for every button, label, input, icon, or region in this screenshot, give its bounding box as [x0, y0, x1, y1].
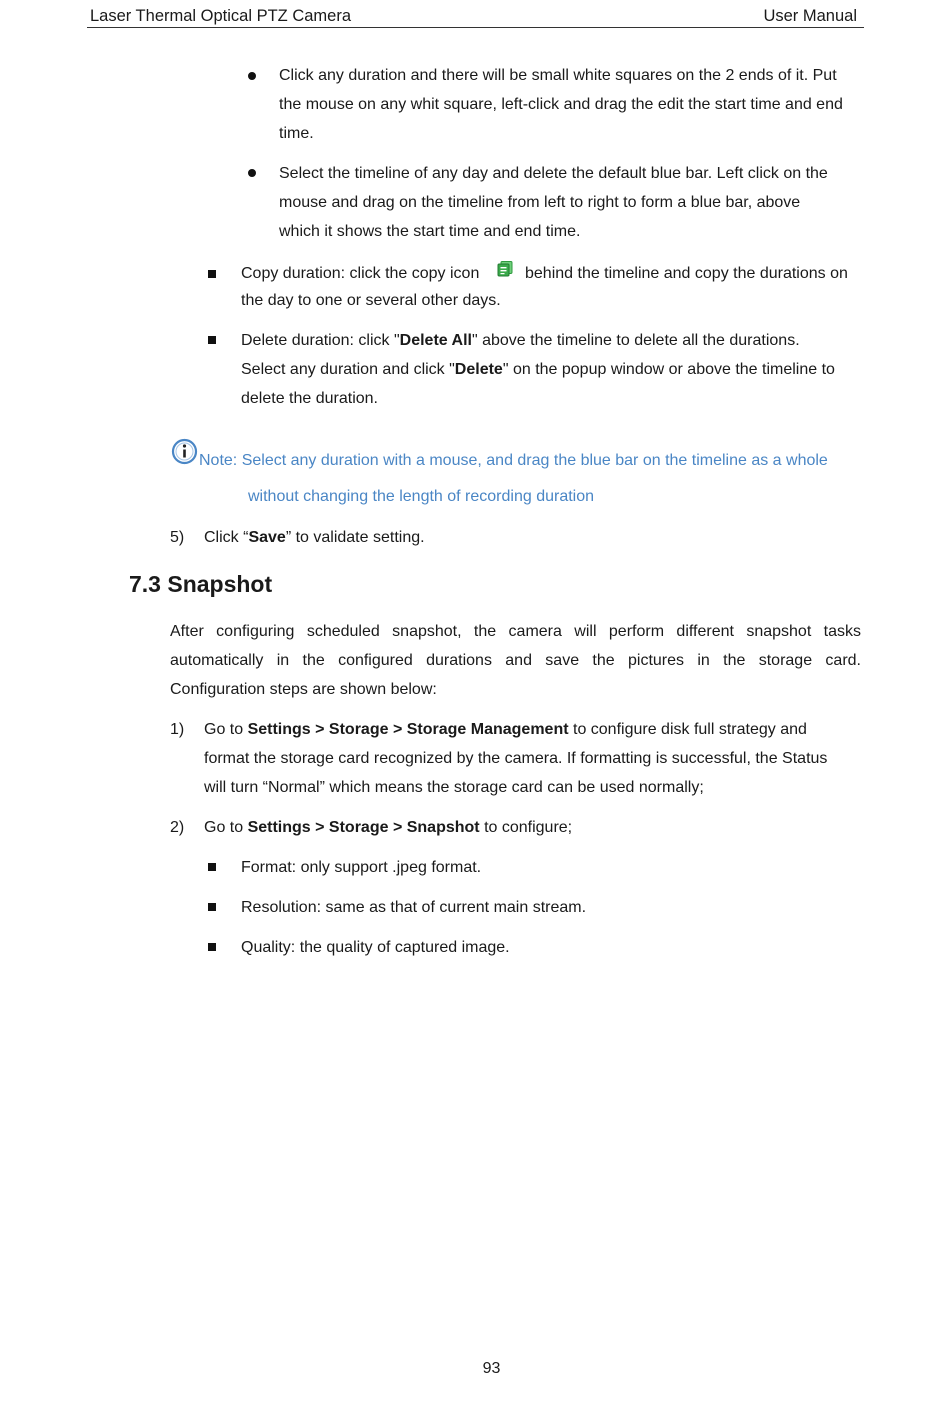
sub-item: Resolution: same as that of current main stream. [241, 899, 587, 916]
step1-line1: Go to Settings > Storage > Storage Management to configure disk full strategy and [204, 721, 807, 738]
info-icon [171, 438, 198, 465]
step2-line1: Go to Settings > Storage > Snapshot to configure; [204, 819, 573, 836]
copy-icon [497, 261, 515, 277]
bullet-line: Select the timeline of any day and delete the default blue bar. Left click on the [279, 165, 828, 182]
bullet-line: mouse and drag on the timeline from left to right to form a blue bar, above [279, 194, 801, 211]
intro-line: After configuring scheduled snapshot, the camera will perform different snapshot tasks [170, 623, 861, 640]
note-line2: without changing the length of recording duration [248, 488, 595, 505]
header-rule [87, 27, 864, 28]
copy-duration-line: Copy duration: click the copy icon [241, 265, 480, 282]
intro-line: Configuration steps are shown below: [170, 681, 437, 698]
step-number: 5) [170, 529, 185, 546]
header-title: Laser Thermal Optical PTZ Camera [90, 7, 352, 25]
bullet-line: Click any duration and there will be small white squares on the 2 ends of it. Put [279, 67, 837, 84]
delete-duration-line1: Delete duration: click "Delete All" above the timeline to delete all the durations. [241, 332, 800, 349]
bullet-line: time. [279, 125, 314, 142]
intro-line: automatically in the configured durations and save the pictures in the storage card. [170, 652, 861, 669]
bullet-line: the mouse on any whit square, left-click and drag the edit the start time and end [279, 96, 843, 113]
bullet-square [208, 270, 216, 278]
section-title: 7.3 Snapshot [129, 571, 273, 597]
copy-duration-line2: the day to one or several other days. [241, 292, 501, 309]
delete-duration-line3: delete the duration. [241, 390, 378, 407]
page-number: 93 [482, 1360, 501, 1377]
bullet-square [208, 863, 216, 871]
step-number: 1) [170, 721, 185, 738]
note-line1: Note: Select any duration with a mouse, and drag the blue bar on the timeline as a whole [199, 452, 828, 469]
header-right: User Manual [763, 7, 857, 25]
bullet-square [208, 336, 216, 344]
step1-line3: will turn “Normal” which means the storage card can be used normally; [204, 779, 704, 796]
bullet-line: which it shows the start time and end time. [279, 223, 581, 240]
sub-item: Quality: the quality of captured image. [241, 939, 510, 956]
bullet-square [208, 903, 216, 911]
step1-line2: format the storage card recognized by the camera. If formatting is successful, the Status [204, 750, 828, 767]
delete-duration-line2: Select any duration and click "Delete" on the popup window or above the timeline to [241, 361, 835, 378]
bullet-dot [248, 169, 256, 177]
bullet-dot [248, 72, 256, 80]
step5-text: Click “Save” to validate setting. [204, 529, 425, 546]
bullet-square [208, 943, 216, 951]
sub-item: Format: only support .jpeg format. [241, 859, 482, 876]
step-number: 2) [170, 819, 185, 836]
copy-duration-line-end: behind the timeline and copy the durations on [525, 265, 848, 282]
